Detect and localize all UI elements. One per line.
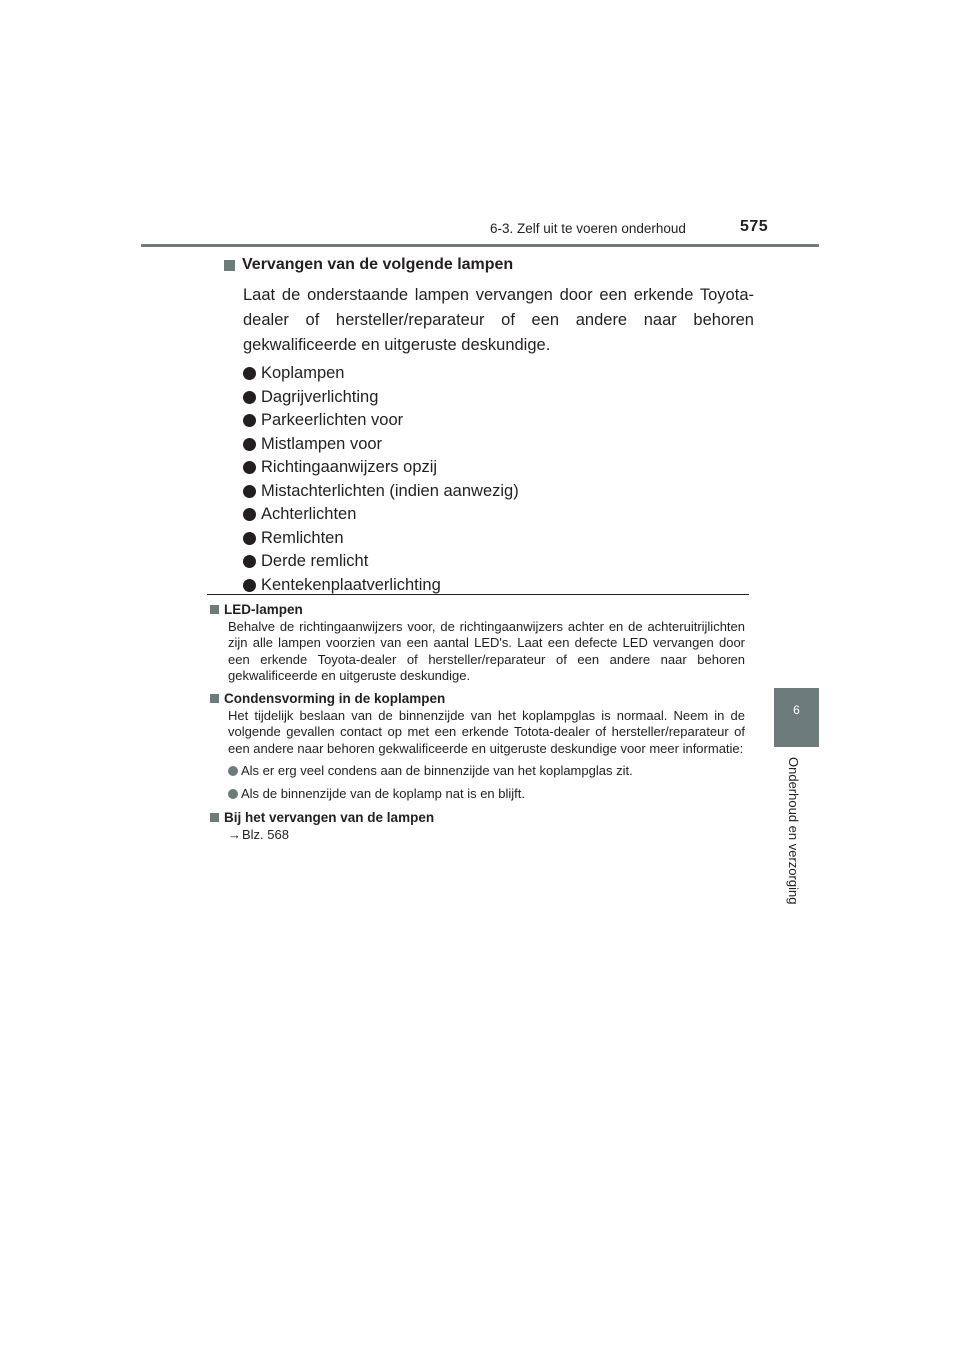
list-item-text: Kentekenplaatverlichting <box>261 575 441 594</box>
list-item <box>243 480 754 504</box>
main-section <box>224 254 754 597</box>
bullet-icon <box>243 391 256 404</box>
list-item <box>243 433 754 457</box>
list-item-text: Parkeerlichten voor <box>261 411 404 429</box>
list-item <box>243 550 754 574</box>
section-title: 6-3. Zelf uit te voeren onderhoud <box>490 221 686 236</box>
list-item <box>228 762 745 780</box>
list-item <box>228 785 745 803</box>
note-heading-text: Condensvorming in de koplampen <box>224 691 446 707</box>
list-item-text: Achterlichten <box>261 505 357 523</box>
bullet-icon <box>228 766 238 776</box>
list-item <box>243 386 754 410</box>
notes-section <box>210 600 745 848</box>
note-condensation <box>210 689 745 803</box>
list-item-text: Richtingaanwijzers opzij <box>261 458 438 476</box>
main-paragraph: Laat de onderstaande lampen vervangen door een erkende Toyota-dealer of hersteller/reparateur of een andere naar behoren gekwalificeerde en uitgeruste deskundige. <box>243 286 754 354</box>
lamp-list <box>243 362 754 597</box>
list-item-text: Als er erg veel condens aan de binnenzijde van het koplampglas zit. <box>241 763 633 779</box>
notes-divider <box>207 594 749 595</box>
page-reference[interactable] <box>228 827 745 843</box>
list-item-text: Derde remlicht <box>261 552 369 570</box>
bullet-icon <box>243 414 256 427</box>
list-item <box>243 503 754 527</box>
list-item-text: Mistlampen voor <box>261 434 383 453</box>
bullet-icon <box>243 461 256 474</box>
square-bullet-icon <box>210 605 219 614</box>
list-item-text: Als de binnenzijde van de koplamp nat is en blijft. <box>241 786 526 802</box>
note-led <box>210 600 745 684</box>
list-item <box>243 362 754 386</box>
note-heading <box>210 689 745 708</box>
list-item-text: Koplampen <box>261 364 345 382</box>
chapter-tab <box>774 688 819 747</box>
square-bullet-icon <box>224 260 235 271</box>
main-heading-text: Vervangen van de volgende lampen <box>242 256 514 273</box>
note-heading-text: Bij het vervangen van de lampen <box>224 810 435 826</box>
note-heading-text: LED-lampen <box>224 602 303 617</box>
bullet-icon <box>243 438 256 451</box>
list-item-text: Dagrijverlichting <box>261 387 379 406</box>
arrow-right-icon: → <box>228 827 241 843</box>
list-item-text: Mistachterlichten (indien aanwezig) <box>261 481 519 500</box>
chapter-label: Onderhoud en verzorging <box>786 757 801 905</box>
note-heading <box>210 600 745 619</box>
list-item <box>243 409 754 433</box>
list-item-text: Remlichten <box>261 528 344 547</box>
note-text: Behalve de richtingaanwijzers voor, de richtingaanwijzers achter en de achteruitrijlichten zijn alle lampen voorzien van een aantal LED's. Laat een defecte LED vervangen door een erkende Toyota-dealer of hersteller/reparateur of een andere naar behoren gekwalificeerde en uitgeruste deskundige. <box>228 619 745 683</box>
note-text: Het tijdelijk beslaan van de binnenzijde van het koplampglas is normaal. Neem in de volgende gevallen contact op met een erkende Totota-dealer of hersteller/reparateur of een andere naar behoren gekwalificeerde en uitgeruste deskundige voor meer informatie: <box>228 708 745 756</box>
chapter-number: 6 <box>793 703 800 717</box>
bullet-icon <box>243 367 256 380</box>
note-replacing <box>210 808 745 843</box>
page-reference-text: Blz. 568 <box>242 827 289 843</box>
bullet-icon <box>243 485 256 498</box>
list-item <box>243 527 754 551</box>
square-bullet-icon <box>210 694 219 703</box>
bullet-icon <box>243 508 256 521</box>
list-item <box>243 456 754 480</box>
note-heading <box>210 808 745 827</box>
bullet-icon <box>243 555 256 568</box>
header-divider <box>141 244 819 247</box>
main-heading <box>224 254 754 276</box>
bullet-icon <box>243 532 256 545</box>
page-number: 575 <box>740 218 769 235</box>
bullet-icon <box>243 579 256 592</box>
bullet-icon <box>228 789 238 799</box>
square-bullet-icon <box>210 813 219 822</box>
